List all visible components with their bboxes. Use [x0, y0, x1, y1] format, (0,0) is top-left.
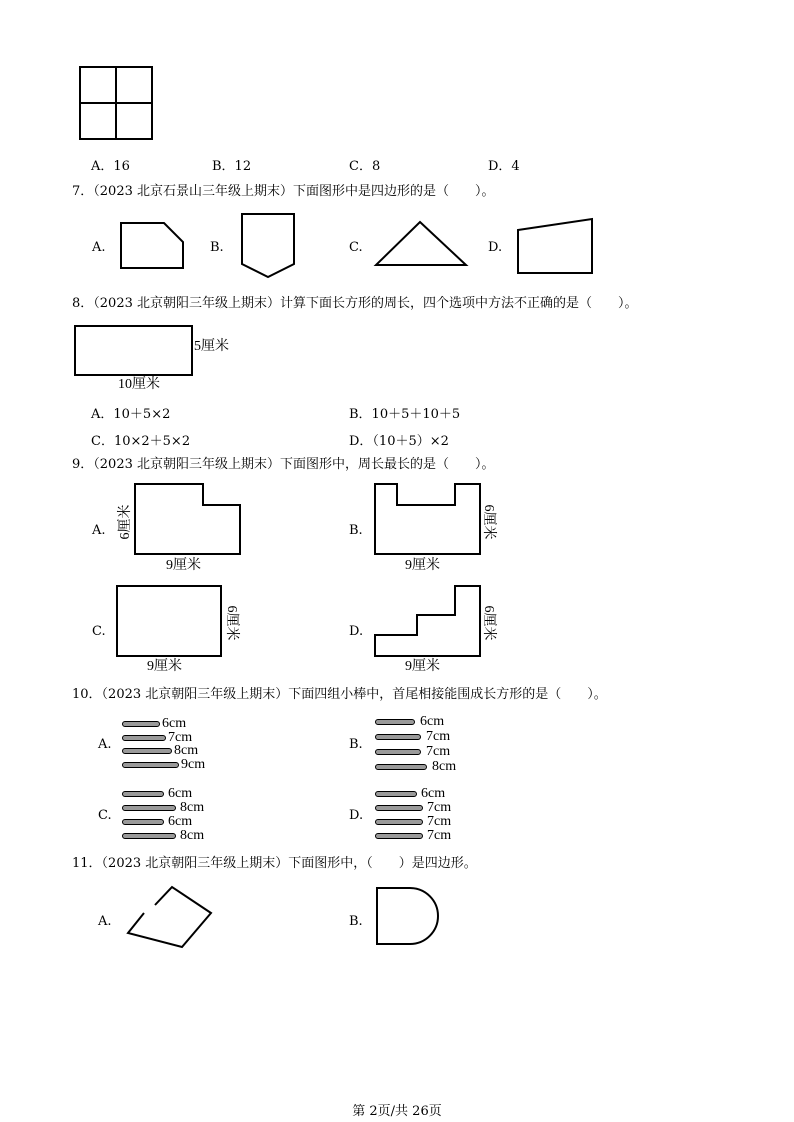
q10-d-rod-2 [375, 805, 423, 811]
q10-a-rod-2 [122, 735, 166, 741]
q9-figure-d [374, 585, 483, 659]
q10-c-rod-3-label: 6cm [168, 814, 193, 829]
q10-b-rod-1 [375, 719, 415, 725]
q6-option-a: A．16 [91, 159, 130, 174]
q7-figure-b-shield [241, 213, 297, 279]
q10-b-rod-1-label: 6cm [420, 714, 445, 729]
q10-b-rod-2-label: 7cm [426, 729, 451, 744]
q9-d-width-label: 9厘米 [405, 659, 440, 674]
q11-figure-a-open-shape [125, 885, 215, 951]
q10-a-rod-1-label: 6cm [162, 716, 187, 731]
q7-figure-a-pentagon [120, 222, 186, 270]
q10-c-rod-4 [122, 833, 176, 839]
q9-label-a: A. [92, 523, 106, 538]
q10-d-rod-2-label: 7cm [427, 800, 452, 815]
q8-height-label: 5厘米 [194, 339, 229, 354]
q10-c-rod-3 [122, 819, 164, 825]
q10-a-rod-4 [122, 762, 179, 768]
q10-a-rod-3 [122, 748, 172, 754]
q8-option-b: B．10＋5＋10＋5 [349, 407, 461, 422]
q10-label-a: A. [98, 737, 112, 752]
q9-figure-b [374, 483, 483, 557]
q10-c-rod-1 [122, 791, 164, 797]
q10-label-b: B. [349, 737, 363, 752]
q10-stem: 10．（2023 北京朝阳三年级上期末）下面四组小棒中，首尾相接能围成长方形的是（ ）。 [72, 687, 607, 702]
q10-d-rod-4 [375, 833, 423, 839]
q10-c-rod-1-label: 6cm [168, 786, 193, 801]
q10-label-d: D. [349, 808, 364, 823]
q9-figure-c [116, 585, 224, 659]
q7-label-c: C. [349, 240, 363, 255]
q10-c-rod-2-label: 8cm [180, 800, 205, 815]
q8-rectangle-figure [74, 325, 195, 377]
q8-width-label: 10厘米 [118, 377, 160, 392]
q10-d-rod-3-label: 7cm [427, 814, 452, 829]
q10-c-rod-4-label: 8cm [180, 828, 205, 843]
q7-figure-d-trapezoid [516, 218, 596, 276]
q11-label-b: B. [349, 914, 363, 929]
q9-c-width-label: 9厘米 [147, 659, 182, 674]
q9-stem: 9．（2023 北京朝阳三年级上期末）下面图形中，周长最长的是（ ）。 [72, 457, 495, 472]
q9-figure-a [134, 483, 243, 557]
q11-stem: 11．（2023 北京朝阳三年级上期末）下面图形中，（ ）是四边形。 [72, 856, 477, 871]
q7-stem: 7．（2023 北京石景山三年级上期末）下面图形中是四边形的是（ ）。 [72, 184, 495, 199]
q9-b-width-label: 9厘米 [405, 558, 440, 573]
q9-b-height-label: 6厘米 [481, 504, 496, 540]
q8-option-d: D．（10＋5）×2 [349, 434, 449, 449]
q9-label-c: C. [92, 624, 106, 639]
q9-label-d: D. [349, 624, 364, 639]
q7-label-a: A. [92, 240, 106, 255]
q10-c-rod-2 [122, 805, 176, 811]
q10-a-rod-1 [122, 721, 160, 727]
q10-a-rod-2-label: 7cm [168, 730, 193, 745]
q8-option-a: A．10＋5×2 [91, 407, 171, 422]
q6-option-d: D．4 [488, 159, 520, 174]
q9-c-height-label: 6厘米 [224, 605, 239, 641]
q7-label-b: B. [210, 240, 224, 255]
q9-label-b: B. [349, 523, 363, 538]
q7-label-d: D. [488, 240, 503, 255]
q11-label-a: A. [98, 914, 112, 929]
q10-d-rod-3 [375, 819, 423, 825]
q6-option-c: C．8 [349, 159, 381, 174]
q6-grid-figure [79, 66, 154, 140]
q9-a-height-label: 6厘米 [118, 504, 133, 540]
q10-label-c: C. [98, 808, 112, 823]
q10-b-rod-4-label: 8cm [432, 759, 457, 774]
q10-b-rod-3 [375, 749, 421, 755]
q10-b-rod-3-label: 7cm [426, 744, 451, 759]
q8-option-c: C．10×2＋5×2 [91, 434, 191, 449]
q10-b-rod-4 [375, 764, 427, 770]
q6-option-b: B．12 [212, 159, 252, 174]
q9-d-height-label: 6厘米 [481, 605, 496, 641]
q11-figure-b-d-shape [376, 887, 440, 947]
q10-a-rod-3-label: 8cm [174, 743, 199, 758]
q10-d-rod-1-label: 6cm [421, 786, 446, 801]
q10-d-rod-1 [375, 791, 417, 797]
q10-a-rod-4-label: 9cm [181, 757, 206, 772]
page-footer: 第 2页/共 26页 [352, 1104, 442, 1119]
q9-a-width-label: 9厘米 [166, 558, 201, 573]
q7-figure-c-triangle [374, 221, 469, 267]
q8-stem: 8．（2023 北京朝阳三年级上期末）计算下面长方形的周长，四个选项中方法不正确的是（ ）。 [72, 296, 638, 311]
q10-d-rod-4-label: 7cm [427, 828, 452, 843]
q10-b-rod-2 [375, 734, 421, 740]
